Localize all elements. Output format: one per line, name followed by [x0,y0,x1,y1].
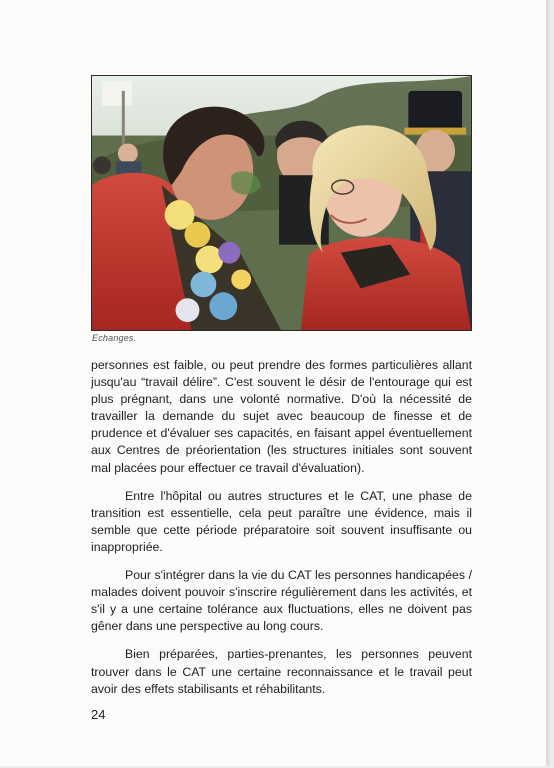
paragraph: personnes est faible, ou peut prendre des formes particulières allant jusqu'au “travail délire”. C'est souvent le désir de l'entourage qui est plus prégnant, dans une volonté normative. D'où la nécessité de travailler la demande du sujet avec beaucoup de finesse et de prudence et d'évaluer ses capacités, en faisant appel éventuellement aux Centres de préorientation (les structures initiales sont souvent mal placées pour effectuer ce travail d'évaluation). [91,358,472,475]
page-number: 24 [91,707,106,722]
paragraph: Bien préparées, parties-prenantes, les personnes peuvent trouver dans le CAT une certaine reconnaissance et le travail peut avoir des effets stabilisants et réhabilitants. [91,647,472,696]
body-text [91,357,472,709]
paragraph: Pour s'intégrer dans la vie du CAT les personnes handicapées / malades doivent pouvoir s'inscrire régulièrement dans les activités, et s'il y a une certaine tolérance aux fluctuations, elles ne doivent pas gêner dans une perspective au long cours. [91,568,472,634]
photo-caption: Echanges. [92,333,137,343]
page-edge [546,0,552,766]
photo-echanges [91,75,472,331]
photo-illustration [92,76,471,330]
paragraph: Entre l'hôpital ou autres structures et le CAT, une phase de transition est essentielle, cela peut paraître une évidence, mais il semble que cette période préparatoire soit souvent insuffisante ou inappropriée. [91,488,472,554]
